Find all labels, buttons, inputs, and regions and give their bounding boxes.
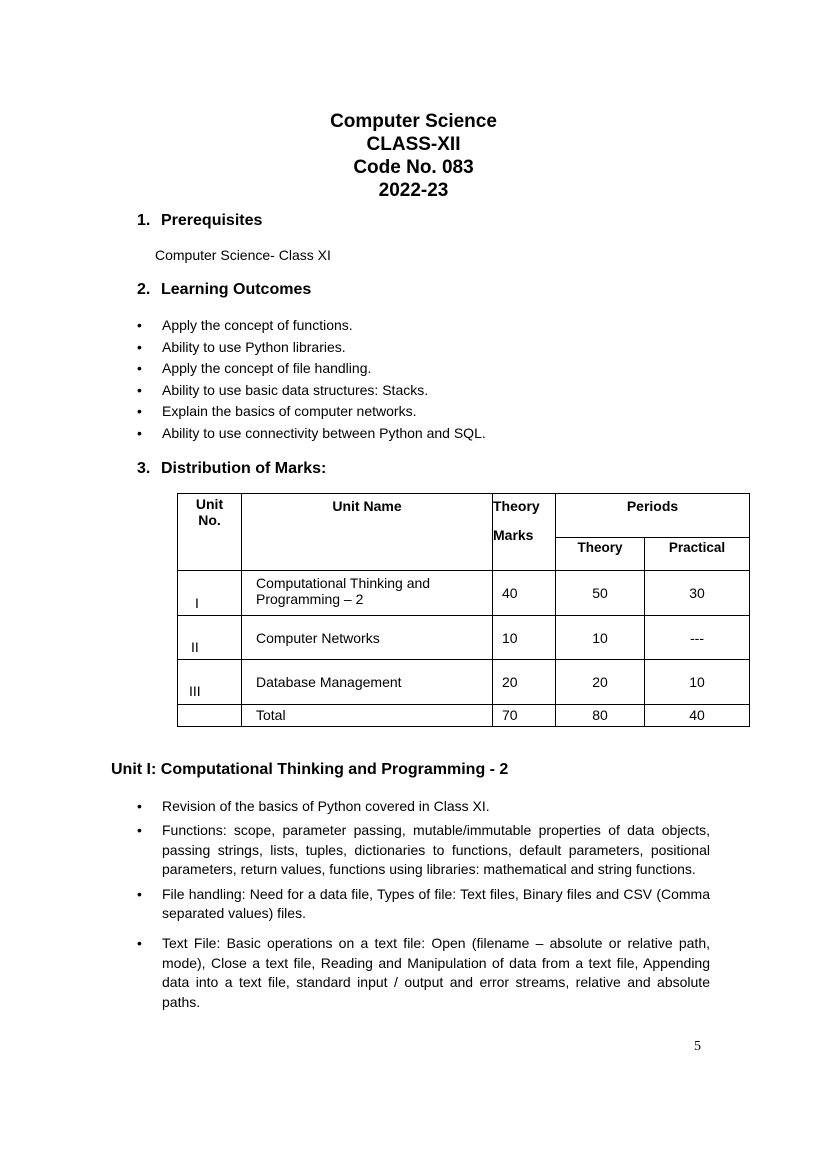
section-distribution-heading (137, 460, 326, 478)
cell-unit: I (178, 571, 242, 616)
cell-marks: 70 (493, 705, 556, 727)
cell-unit-name: Database Management (242, 660, 493, 705)
section-title: Learning Outcomes (161, 281, 312, 298)
list-item: • Revision of the basics of Python covered in Class XI. (137, 797, 710, 816)
code-title: Code No. 083 (353, 157, 474, 178)
cell-marks: 10 (493, 616, 556, 660)
cell-theory: 10 (556, 616, 645, 660)
header-unit-no: Unit No. (178, 494, 242, 571)
cell-marks: 40 (493, 571, 556, 616)
class-title: CLASS-XII (366, 134, 461, 155)
section-number: 1. (137, 212, 151, 229)
page-number: 5 (694, 1039, 701, 1054)
table-row (178, 660, 750, 705)
list-item: • Functions: scope, parameter passing, mutable/immutable properties of data objects, passing strings, lists, tuples, dictionaries to functions, default parameters, positional parameters, return values, functions using libraries: mathematical and string functions. (137, 821, 710, 879)
cell-theory: 20 (556, 660, 645, 705)
header-theory-marks: Theory Marks (493, 494, 556, 571)
year-title: 2022-23 (378, 180, 449, 201)
section-prerequisites-heading (137, 212, 262, 230)
cell-practical: 30 (645, 571, 750, 616)
cell-unit: II (178, 616, 242, 660)
cell-unit-name: Total (242, 705, 493, 727)
section-title: Distribution of Marks: (161, 460, 327, 477)
table-row (178, 616, 750, 660)
header-periods: Periods (556, 494, 750, 538)
section-learning-outcomes-heading (137, 281, 311, 299)
unit-1-heading: Unit I: Computational Thinking and Programming - 2 (111, 761, 509, 778)
section-number: 2. (137, 281, 151, 298)
cell-theory: 80 (556, 705, 645, 727)
list-item: • Ability to use basic data structures: Stacks. (137, 381, 486, 403)
marks-distribution-table (177, 493, 750, 727)
section-number: 3. (137, 460, 151, 477)
cell-practical: 10 (645, 660, 750, 705)
cell-practical: --- (645, 616, 750, 660)
header-periods-theory: Theory (556, 538, 645, 571)
cell-unit: III (178, 660, 242, 705)
table-row-total (178, 705, 750, 727)
list-item: • Ability to use connectivity between Python and SQL. (137, 424, 486, 446)
list-item: • Ability to use Python libraries. (137, 338, 486, 360)
prerequisites-text: Computer Science- Class XI (155, 247, 331, 263)
list-item: • Text File: Basic operations on a text file: Open (filename – absolute or relative path, mode), Close a text file, Reading and Manipulation of data from a text file, Appending data into a text file, standard input / output and error streams, relative and absolute paths. (137, 934, 710, 1012)
header-unit-name: Unit Name (242, 494, 493, 571)
cell-unit-name: Computational Thinking and Programming – 2 (242, 571, 493, 616)
table-row (178, 571, 750, 616)
cell-theory: 50 (556, 571, 645, 616)
list-item: • File handling: Need for a data file, Types of file: Text files, Binary files and CSV (Comma separated values) files. (137, 885, 710, 924)
list-item: • Explain the basics of computer networks. (137, 402, 486, 424)
learning-outcomes-list (137, 316, 486, 446)
list-item: • Apply the concept of functions. (137, 316, 486, 338)
list-item: • Apply the concept of file handling. (137, 359, 486, 381)
cell-unit-name: Computer Networks (242, 616, 493, 660)
header-periods-practical: Practical (645, 538, 750, 571)
subject-title: Computer Science (330, 111, 497, 132)
cell-practical: 40 (645, 705, 750, 727)
section-title: Prerequisites (161, 212, 263, 229)
unit-1-topics-list (137, 797, 710, 1017)
cell-unit (178, 705, 242, 727)
document-title (0, 110, 827, 202)
cell-marks: 20 (493, 660, 556, 705)
table-header-row (178, 494, 750, 538)
